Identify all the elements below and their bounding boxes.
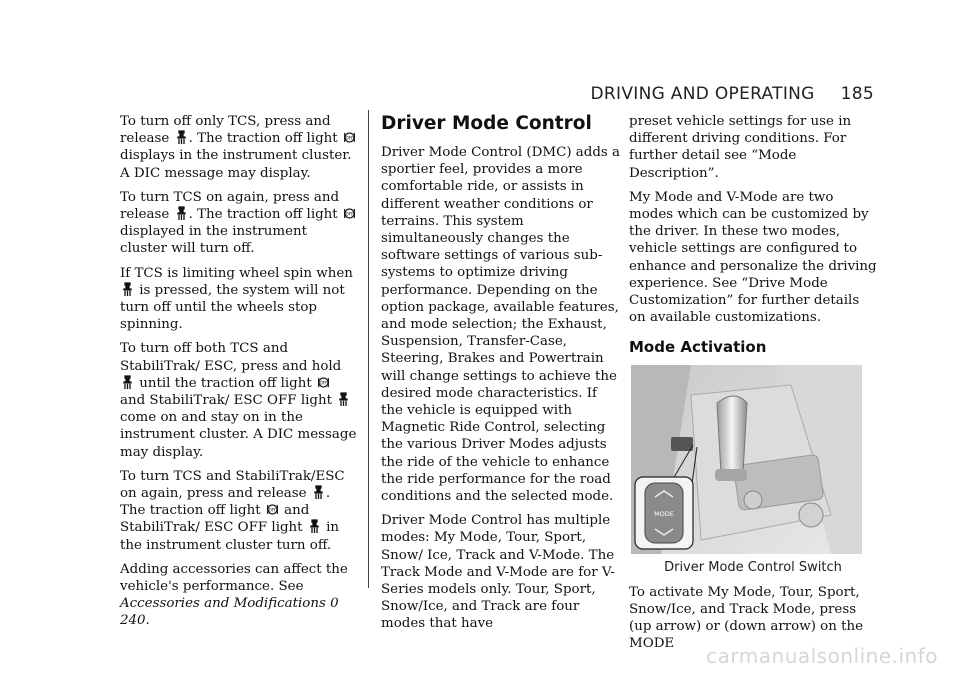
paragraph-tcs-esc-on — [120, 468, 358, 554]
traction-off-light-icon — [318, 375, 329, 390]
tcs-off-button-icon — [176, 206, 187, 221]
text: displayed in the instrument cluster will turn off. — [120, 224, 308, 257]
traction-off-light-icon — [344, 206, 355, 221]
esc-off-light-icon — [309, 519, 320, 534]
traction-off-light-icon — [344, 130, 355, 145]
svg-text:OFF: OFF — [319, 380, 328, 386]
column-3 — [629, 113, 877, 659]
text: . The traction off light — [188, 131, 338, 147]
watermark: carmanualsonline.info — [706, 644, 938, 668]
image-caption: Driver Mode Control Switch — [664, 560, 842, 576]
traction-off-light-icon — [267, 502, 278, 517]
section-title: DRIVING AND OPERATING — [590, 84, 815, 104]
text: in the instrument cluster turn off. — [120, 520, 340, 553]
paragraph-tcs-off — [120, 113, 358, 182]
paragraph-tcs-on — [120, 189, 358, 258]
tcs-off-button-icon — [176, 130, 187, 145]
subsection-heading: Mode Activation — [629, 338, 767, 357]
page-reference[interactable]: 0 240. — [120, 596, 339, 629]
text: To turn off only TCS, press and release — [120, 114, 331, 147]
text: displays in the instrument cluster. A DIC message may display. — [120, 148, 352, 181]
tcs-off-button-icon — [122, 282, 133, 297]
svg-text:OFF: OFF — [268, 507, 277, 513]
text: . The traction off light — [120, 486, 331, 519]
mode-button-label: MODE — [654, 510, 674, 519]
text: To turn TCS and StabiliTrak/ESC on again, press and release — [120, 468, 345, 502]
svg-text:OFF: OFF — [345, 135, 354, 141]
tcs-off-button-icon — [313, 485, 324, 500]
text: is pressed, the system will not turn off until the wheels stop spinning. — [120, 282, 345, 333]
column-1 — [120, 113, 358, 637]
text: Adding accessories can affect the vehicle's performance. See — [120, 561, 348, 595]
text: and StabiliTrak/ ESC OFF light — [120, 503, 310, 536]
text: If TCS is limiting wheel spin when — [120, 265, 353, 281]
accessories-link[interactable]: Accessories and Modifications — [120, 596, 326, 612]
driver-mode-switch-illustration — [631, 365, 862, 554]
section-heading: Driver Mode Control — [381, 113, 592, 134]
paragraph-preset: preset vehicle settings for use in different driving conditions. For further detail see “Mode Description”. — [629, 114, 852, 181]
esc-off-light-icon — [338, 392, 349, 407]
text: . The traction off light — [188, 207, 338, 223]
text: To turn off both TCS and StabiliTrak/ ESC, press and hold — [120, 341, 342, 374]
text: come on and stay on in the instrument cluster. A DIC message may display. — [120, 410, 357, 460]
text: and StabiliTrak/ ESC OFF light — [120, 393, 333, 409]
paragraph-tcs-esc-off — [120, 340, 358, 460]
svg-text:OFF: OFF — [345, 211, 354, 217]
paragraph-activate: To activate My Mode, Tour, Sport, Snow/Ice, and Track Mode, press (up arrow) or (down arrow) on the MODE — [629, 584, 864, 652]
text: until the traction off light — [139, 375, 312, 391]
page-number: 185 — [840, 84, 874, 104]
column-divider — [368, 110, 369, 588]
page-header — [591, 84, 874, 104]
paragraph-my-mode: My Mode and V-Mode are two modes which can be customized by the driver. In these two modes, vehicle settings are configured to enhance and personalize the driving experience. See “Drive Mode Customization” for further details on available customizations. — [629, 189, 877, 326]
tcs-off-button-icon — [122, 375, 133, 390]
paragraph-dmc-modes: Driver Mode Control has multiple modes: My Mode, Tour, Sport, Snow/ Ice, Track and V-Mode. The Track Mode and V-Mode are for V-Series models only. Tour, Sport, Snow/Ice, and Track are four modes that have — [381, 513, 615, 632]
paragraph-dmc-intro: Driver Mode Control (DMC) adds a sportier feel, provides a more comfortable ride, or assists in different weather conditions or terrains. This system simultaneously changes the software settings of various sub-systems to optimize driving performance. Depending on the option package, available features, and mode selection; the Exhaust, Suspension, Transfer-Case, Steering, Brakes and Powertrain will change settings to achieve the desired mode characteristics. If the vehicle is equipped with Magnetic Ride Control, selecting the various Driver Modes adjusts the ride of the vehicle to enhance the ride performance for the road conditions and the selected mode. — [381, 145, 621, 505]
paragraph-accessories — [120, 561, 358, 630]
text: To turn TCS on again, press and release — [120, 189, 340, 223]
paragraph-tcs-limiting — [120, 265, 358, 334]
column-2 — [381, 113, 621, 640]
